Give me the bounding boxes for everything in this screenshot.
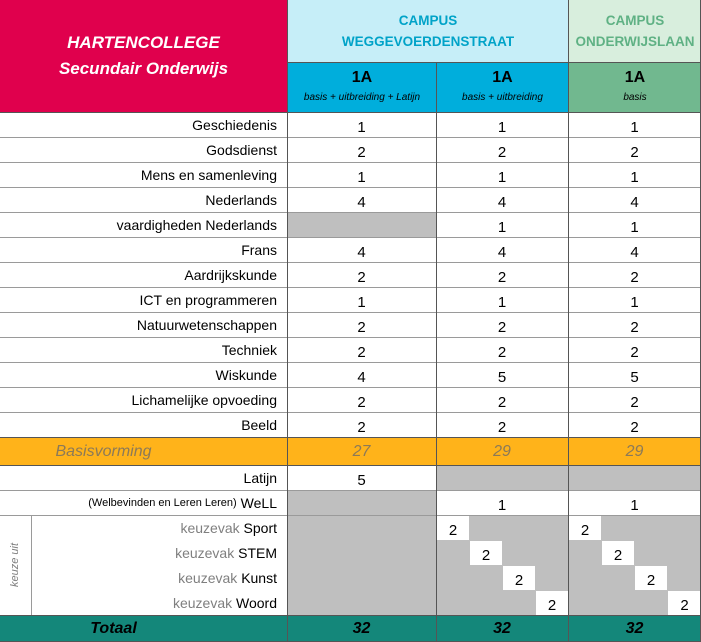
basisvorming-label: Basisvorming <box>55 442 152 460</box>
cell-value: 2 <box>630 319 639 336</box>
cell-value: 4 <box>357 194 366 211</box>
campus-label: CAMPUS <box>605 13 665 28</box>
subject-label: ICT en programmeren <box>139 291 277 308</box>
cell-value: 1 <box>497 219 507 236</box>
subject-label: Godsdienst <box>206 141 277 158</box>
keuzevak-prefix: keuzevak <box>172 594 233 611</box>
well-value: 1 <box>497 497 507 514</box>
keuzevak-kunst <box>31 565 287 590</box>
cell-value: 5 <box>630 369 639 386</box>
basisvorming-value: 29 <box>493 442 511 460</box>
cell-value: 2 <box>630 419 639 436</box>
cell-value: 1 <box>630 169 639 186</box>
column-header-2 <box>436 62 568 112</box>
row-divider <box>0 162 701 163</box>
cell-value: 2 <box>357 344 366 361</box>
well-prefix: (Welbevinden en Leren Leren) <box>88 496 237 509</box>
keuzevak-name: Kunst <box>241 569 277 586</box>
totaal-value: 32 <box>625 620 644 637</box>
keuze-uit-label-cell <box>0 515 31 615</box>
basisvorming-value: 27 <box>352 442 371 460</box>
col-divider <box>287 0 288 642</box>
keuze-value: 2 <box>503 566 535 590</box>
subject-label: Frans <box>241 241 277 258</box>
row-divider <box>0 437 701 438</box>
subject-label: Geschiedenis <box>192 116 277 133</box>
keuze-value: 2 <box>569 516 601 540</box>
row-divider <box>0 490 701 491</box>
row-divider <box>0 187 701 188</box>
row-divider <box>0 337 701 338</box>
cell-value: 2 <box>497 419 507 436</box>
column-title: 1A <box>492 69 513 86</box>
cell-value: 2 <box>357 269 366 286</box>
keuze-value: 2 <box>668 591 701 615</box>
cell-value: 2 <box>357 319 366 336</box>
basisvorming-value: 29 <box>625 442 644 460</box>
column-subtitle: basis + uitbreiding + Latijn <box>303 92 421 103</box>
col-divider <box>436 62 437 642</box>
subject-label: Techniek <box>221 341 277 358</box>
subject-label: Aardrijkskunde <box>184 266 277 283</box>
cell-value: 5 <box>497 369 507 386</box>
well-name: WeLL <box>240 494 277 511</box>
keuze-value: 2 <box>437 516 469 540</box>
cell-value: 4 <box>630 244 639 261</box>
totaal-label: Totaal <box>90 620 137 637</box>
latijn-label: Latijn <box>243 469 277 486</box>
row-divider <box>0 212 701 213</box>
cell-value: 2 <box>497 394 507 411</box>
keuzevak-name: Sport <box>243 519 277 536</box>
column-header-1 <box>287 62 436 112</box>
latijn-value: 5 <box>357 472 366 489</box>
keuze-value: 2 <box>635 566 667 590</box>
school-header <box>0 0 287 112</box>
row-divider <box>0 112 701 113</box>
cell-empty <box>287 212 436 237</box>
keuzevak-prefix: keuzevak <box>180 519 240 536</box>
campus-name: WEGGEVOERDENSTRAAT <box>341 34 515 49</box>
column-subtitle: basis <box>623 92 647 103</box>
row-divider <box>0 312 701 313</box>
cell-value: 2 <box>497 269 507 286</box>
totaal-value: 32 <box>493 620 511 637</box>
school-subtitle: Secundair Onderwijs <box>58 59 229 78</box>
keuze-value: 2 <box>536 591 568 615</box>
row-divider <box>0 362 701 363</box>
school-name: HARTENCOLLEGE <box>67 33 220 52</box>
row-divider <box>0 615 701 616</box>
cell-value: 1 <box>497 169 507 186</box>
cell-value: 2 <box>497 344 507 361</box>
column-header-3 <box>568 62 701 112</box>
cell-value: 4 <box>357 244 366 261</box>
campus-label: CAMPUS <box>398 13 458 28</box>
cell-value: 1 <box>357 294 366 311</box>
column-subtitle: basis + uitbreiding <box>462 92 543 103</box>
subject-label: vaardigheden Nederlands <box>116 216 277 233</box>
row-divider <box>0 137 701 138</box>
cell-value: 1 <box>357 169 366 186</box>
cell-value: 4 <box>630 194 639 211</box>
row-divider <box>0 237 701 238</box>
cell-value: 1 <box>497 119 507 136</box>
keuzevak-stem <box>31 540 287 565</box>
cell-value: 1 <box>357 119 366 136</box>
subject-label: Lichamelijke opvoeding <box>131 391 277 408</box>
column-title: 1A <box>624 69 646 86</box>
row-divider <box>0 287 701 288</box>
keuzevak-prefix: keuzevak <box>175 544 235 561</box>
campus-weggevoerdenstraat-header <box>287 0 568 62</box>
cell-value: 1 <box>630 119 639 136</box>
row-divider <box>0 412 701 413</box>
cell-value: 2 <box>630 269 639 286</box>
column-title: 1A <box>351 69 373 86</box>
subject-label: Wiskunde <box>215 366 277 383</box>
cell-value: 2 <box>630 394 639 411</box>
keuze-value: 2 <box>602 541 634 565</box>
subject-label: Mens en samenleving <box>140 166 277 183</box>
cell-empty <box>287 490 436 515</box>
row-divider <box>0 515 701 516</box>
keuzevak-prefix: keuzevak <box>178 569 238 586</box>
cell-value: 2 <box>630 144 639 161</box>
cell-value: 2 <box>357 394 366 411</box>
row-divider <box>0 262 701 263</box>
subject-label: Natuurwetenschappen <box>136 316 277 333</box>
keuze-block-col1 <box>287 515 436 615</box>
well-label <box>0 490 287 515</box>
cell-value: 2 <box>357 419 366 436</box>
keuzevak-name: STEM <box>238 544 277 561</box>
cell-value: 2 <box>630 344 639 361</box>
well-value: 1 <box>630 497 639 514</box>
cell-value: 1 <box>497 294 507 311</box>
cell-value: 2 <box>357 144 366 161</box>
totaal-value: 32 <box>352 620 371 637</box>
cell-value: 4 <box>497 194 507 211</box>
campus-onderwijslaan-header <box>568 0 701 62</box>
campus-name: ONDERWIJSLAAN <box>575 34 695 49</box>
keuze-value: 2 <box>470 541 502 565</box>
cell-value: 4 <box>497 244 507 261</box>
row-divider <box>0 465 701 466</box>
cell-value: 2 <box>497 319 507 336</box>
subject-label: Beeld <box>241 416 277 433</box>
row-divider <box>0 387 701 388</box>
keuze-uit-label: keuze uit <box>9 542 22 588</box>
cell-value: 1 <box>630 219 639 236</box>
cell-value: 2 <box>497 144 507 161</box>
keuzevak-name: Woord <box>236 594 277 611</box>
keuzevak-sport <box>31 515 287 540</box>
keuze-side-divider <box>31 515 32 615</box>
subject-label: Nederlands <box>205 191 277 208</box>
cell-value: 1 <box>630 294 639 311</box>
cell-value: 4 <box>357 369 366 386</box>
keuzevak-woord <box>31 590 287 615</box>
col-divider <box>568 0 569 642</box>
